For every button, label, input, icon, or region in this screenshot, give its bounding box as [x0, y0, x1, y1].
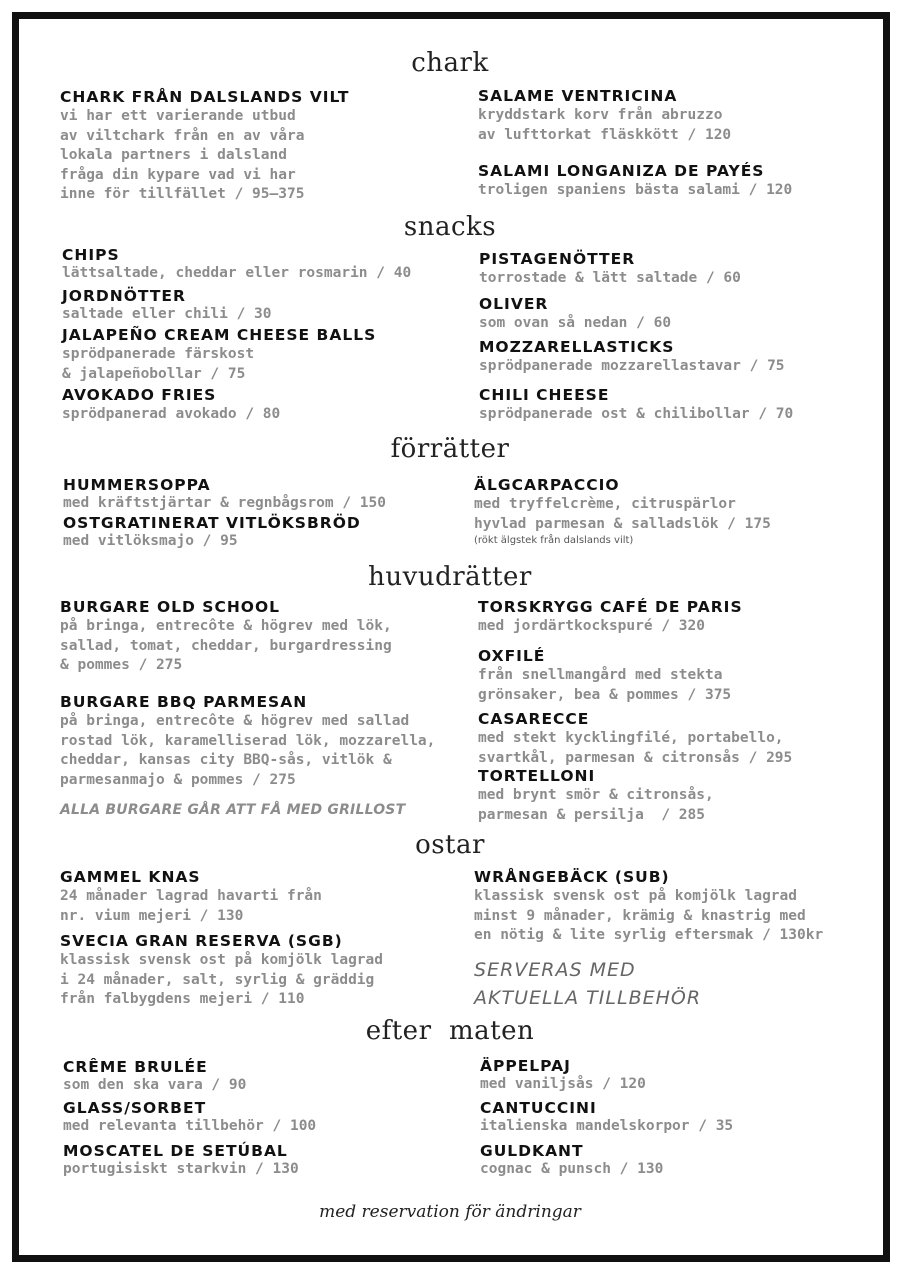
item-description: italienska mandelskorpor / 35 [480, 1118, 734, 1134]
item-name: MOZZARELLASTICKS [479, 338, 675, 356]
item-name: CANTUCCINI [480, 1099, 597, 1117]
item-description: som ovan så nedan / 60 [479, 315, 672, 331]
item-description: troligen spaniens bästa salami / 120 [478, 182, 793, 198]
item-footnote: (rökt älgstek från dalslands vilt) [474, 535, 634, 546]
menu-item [479, 295, 869, 334]
menu-item [479, 338, 869, 377]
burger-grillost-note: ALLA BURGARE GÅR ATT FÅ MED GRILLOST [60, 802, 406, 818]
menu-item [480, 1057, 870, 1093]
item-name: ÄPPELPAJ [480, 1057, 571, 1075]
item-name: ÄLGCARPACCIO [474, 476, 620, 494]
item-description: torrostade & lätt saltade / 60 [479, 270, 741, 286]
item-description: sprödpanerade mozzarellastavar / 75 [479, 358, 785, 374]
item-name: CHARK FRÅN DALSLANDS VILT [60, 88, 350, 106]
item-name: CRÊME BRULÉE [63, 1058, 208, 1076]
menu-item [478, 647, 868, 705]
menu-item [63, 514, 453, 549]
menu-item [62, 326, 452, 384]
menu-item [60, 868, 450, 926]
menu-item [480, 1142, 870, 1178]
section-heading-efter-maten: efter maten [365, 1016, 535, 1046]
item-description: på bringa, entrecôte & högrev med lök, sallad, tomat, cheddar, burgardressing & pommes / 275 [60, 618, 392, 673]
item-name: SVECIA GRAN RESERVA (SGB) [60, 932, 343, 950]
item-description: klassisk svensk ost på komjölk lagrad minst 9 månader, krämig & knastrig med en nötig & lite syrlig eftersmak / 130kr [474, 888, 824, 943]
item-name: GLASS/SORBET [63, 1099, 207, 1117]
item-description: med tryffelcrème, citruspärlor hyvlad parmesan & salladslök / 175 [474, 496, 771, 532]
item-description: sprödpanerade ost & chilibollar / 70 [479, 406, 794, 422]
item-name: OLIVER [479, 295, 549, 313]
item-name: TORSKRYGG CAFÉ DE PARIS [478, 598, 743, 616]
item-description: portugisiskt starkvin / 130 [63, 1161, 299, 1177]
item-name: CHIPS [62, 246, 120, 264]
item-name: WRÅNGEBÄCK (SUB) [474, 868, 670, 886]
menu-item [478, 162, 868, 201]
item-description: kryddstark korv från abruzzo av lufttorkat fläskkött / 120 [478, 107, 732, 143]
section-heading-ostar: ostar [415, 830, 485, 860]
item-name: OSTGRATINERAT VITLÖKSBRÖD [63, 514, 361, 532]
item-name: JALAPEÑO CREAM CHEESE BALLS [62, 326, 377, 344]
section-heading-forratter: förrätter [390, 434, 510, 464]
menu-item [60, 88, 450, 205]
item-description: från snellmangård med stekta grönsaker, bea & pommes / 375 [478, 667, 732, 703]
menu-item [480, 1099, 870, 1135]
item-name: GULDKANT [480, 1142, 584, 1160]
footer-disclaimer: med reservation för ändringar [319, 1202, 581, 1222]
item-name: CHILI CHEESE [479, 386, 610, 404]
menu-item [63, 1099, 453, 1135]
menu-item [63, 1058, 453, 1094]
menu-item [478, 710, 868, 768]
item-description: med brynt smör & citronsås, parmesan & persilja / 285 [478, 787, 714, 823]
item-description: med vitlöksmajo / 95 [63, 533, 238, 549]
section-heading-chark: chark [411, 48, 489, 78]
item-name: GAMMEL KNAS [60, 868, 201, 886]
item-description: sprödpanerade färskost & jalapeñobollar / 75 [62, 346, 255, 382]
menu-item [63, 476, 453, 511]
item-name: CASARECCE [478, 710, 590, 728]
item-description: med vaniljsås / 120 [480, 1076, 646, 1092]
item-name: SALAME VENTRICINA [478, 87, 678, 105]
menu-item [479, 386, 869, 425]
item-name: OXFILÉ [478, 647, 546, 665]
item-description: lättsaltade, cheddar eller rosmarin / 40 [62, 265, 412, 281]
menu-item [60, 693, 450, 790]
item-name: HUMMERSOPPA [63, 476, 211, 494]
menu-item [474, 476, 864, 548]
menu-item [478, 767, 868, 825]
section-heading-huvudratter: huvudrätter [368, 562, 532, 592]
item-description: med relevanta tillbehör / 100 [63, 1118, 317, 1134]
item-description: med kräftstjärtar & regnbågsrom / 150 [63, 495, 387, 511]
section-heading-snacks: snacks [403, 212, 497, 242]
item-name: SALAMI LONGANIZA DE PAYÉS [478, 162, 765, 180]
item-description: som den ska vara / 90 [63, 1077, 247, 1093]
menu-item [479, 250, 869, 289]
item-name: MOSCATEL DE SETÚBAL [63, 1142, 288, 1160]
item-description: vi har ett varierande utbud av viltchark från en av våra lokala partners i dalsland fråga din kypare vad vi har inne för tillfället / 95—375 [60, 108, 305, 202]
menu-item [62, 246, 452, 281]
item-description: saltade eller chili / 30 [62, 306, 272, 322]
menu-item [62, 287, 452, 322]
menu-item [62, 386, 452, 425]
item-description: 24 månader lagrad havarti från nr. vium mejeri / 130 [60, 888, 322, 924]
item-description: sprödpanerad avokado / 80 [62, 406, 281, 422]
item-description: klassisk svensk ost på komjölk lagrad i 24 månader, salt, syrlig & gräddig från falbygdens mejeri / 110 [60, 952, 384, 1007]
item-description: med stekt kycklingfilé, portabello, svartkål, parmesan & citronsås / 295 [478, 730, 793, 766]
menu-item [60, 932, 450, 1010]
item-name: PISTAGENÖTTER [479, 250, 636, 268]
item-name: AVOKADO FRIES [62, 386, 217, 404]
item-name: JORDNÖTTER [62, 287, 186, 305]
item-name: TORTELLONI [478, 767, 596, 785]
item-description: på bringa, entrecôte & högrev med sallad rostad lök, karamelliserad lök, mozzarella, cheddar, kansas city BBQ-sås, vitlök & parmesanmajo & pommes / 275 [60, 713, 436, 788]
menu-item [474, 868, 874, 946]
item-description: med jordärtkockspuré / 320 [478, 618, 705, 634]
menu-item [478, 87, 868, 145]
item-name: BURGARE BBQ PARMESAN [60, 693, 308, 711]
served-with-note: SERVERAS MED AKTUELLA TILLBEHÖR [474, 959, 702, 1009]
item-name: BURGARE OLD SCHOOL [60, 598, 281, 616]
item-description: cognac & punsch / 130 [480, 1161, 664, 1177]
menu-item [478, 598, 868, 637]
menu-item [60, 598, 450, 676]
menu-item [63, 1142, 453, 1178]
